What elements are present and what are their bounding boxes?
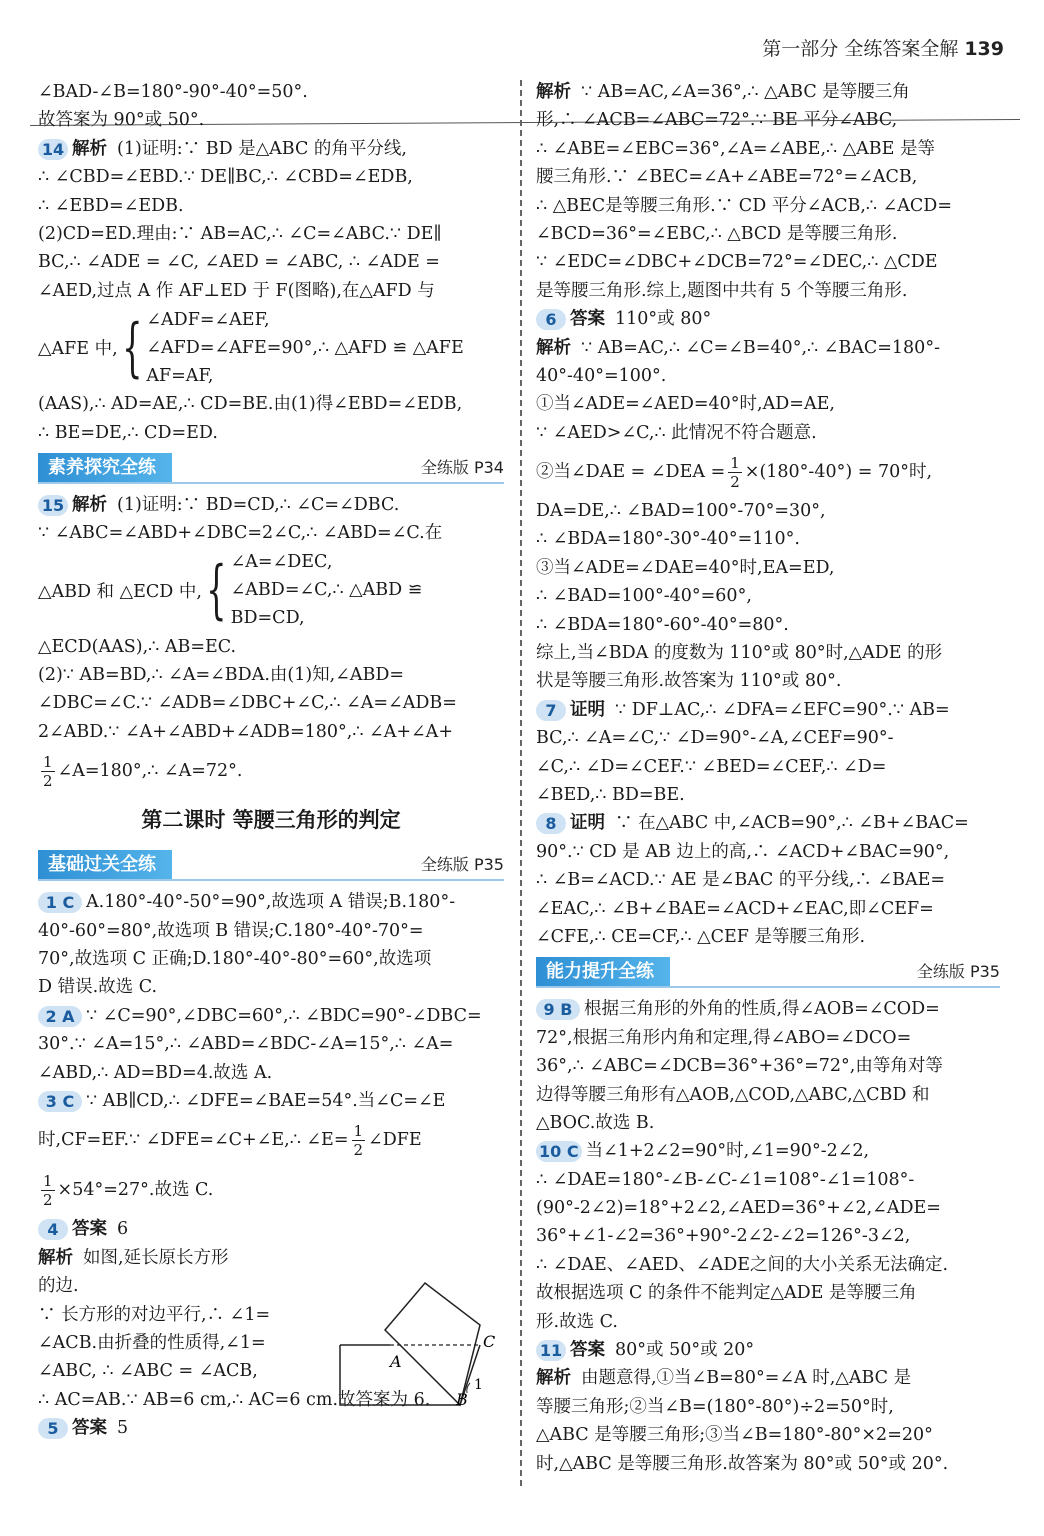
text-span: ∠DFE [368, 1130, 422, 1151]
fraction [41, 753, 55, 790]
text-line: ∠CFE,∴ CE=CF,∴ △CEF 是等腰三角形. [536, 926, 866, 947]
question-number: 7 [536, 700, 566, 721]
text-line: ∠C,∴ ∠D=∠CEF.∵ ∠BED=∠CEF,∴ ∠D= [536, 756, 887, 777]
text-span: 如图,延长原长方形 [83, 1247, 229, 1268]
numerator: 1 [43, 753, 53, 772]
text-span: 时,CF=EF.∵ ∠DFE=∠C+∠E,∴ ∠E= [38, 1130, 349, 1151]
banner-title: 能力提升全练 [536, 957, 670, 987]
text-line: ∴ ∠B=∠ACD.∵ AE 是∠BAC 的平分线,∴ ∠BAE= [536, 870, 946, 891]
analysis-label: 解析 [536, 1368, 571, 1389]
text-line: ∴ ∠DAE、∠AED、∠ADE之间的大小关系无法确定. [536, 1254, 949, 1275]
text-line: ∴ ∠EBD=∠EDB. [38, 195, 184, 216]
equation-system [38, 305, 504, 390]
answer-value: 80°或 50°或 20° [615, 1340, 755, 1361]
text-line: 30°.∵ ∠A=15°,∴ ∠ABD=∠BDC-∠A=15°,∴ ∠A= [38, 1034, 454, 1055]
lesson-title: 第二课时 等腰三角形的判定 [141, 808, 401, 833]
text-line: (1)证明:∵ BD 是△ABC 的角平分线, [117, 138, 407, 159]
text-span: ×(180°-40°) = 70°时, [744, 462, 933, 483]
text-line: ∴ △BEC是等腰三角形.∵ CD 平分∠ACB,∴ ∠ACD= [536, 195, 952, 216]
text-line: ∠BCD=36°=∠EBC,∴ △BCD 是等腰三角形. [536, 223, 898, 244]
system-line: ∠ADF=∠AEF, [146, 309, 270, 330]
denominator: 2 [353, 1141, 364, 1160]
left-column [38, 78, 504, 1443]
text-span: ∠A=180°,∴ ∠A=72°. [57, 761, 243, 782]
text-line: ∠DBC=∠C.∵ ∠ADB=∠DBC+∠C,∴ ∠A=∠ADB= [38, 693, 457, 714]
section-banner [536, 955, 1000, 989]
system-line: AF=AF, [146, 365, 214, 386]
question-8 [536, 809, 1000, 837]
section-banner [38, 451, 504, 485]
section-banner [38, 848, 504, 882]
text-line [536, 447, 1000, 497]
system-line: ∠ABD=∠C,∴ △ABD ≌ [230, 580, 423, 601]
text-line: 70°,故选项 C 正确;D.180°-40°-80°=60°,故选项 [38, 949, 432, 970]
banner-rule [536, 986, 1000, 988]
text-line: ③当∠ADE=∠DAE=40°时,EA=ED, [536, 557, 835, 578]
text-line: ∴ AC=AB.∵ AB=6 cm,∴ AC=6 cm.故答案为 6. [38, 1389, 431, 1410]
text-line: ∠AED,过点 A 作 AF⊥ED 于 F(图略),在△AFD 与 [38, 280, 435, 301]
numerator: 1 [43, 1172, 53, 1191]
equation-system [38, 548, 504, 633]
analysis-label: 解析 [38, 1247, 73, 1268]
answer-label: 答案 [72, 1418, 107, 1439]
text-line: 故答案为 90°或 50°. [38, 110, 205, 131]
text-line: ∠ABD,∴ AD=BD=4.故选 A. [38, 1062, 273, 1083]
question-9 [536, 995, 1000, 1023]
text-line: ∵ ∠AED>∠C,∴ 此情况不符合题意. [536, 422, 817, 443]
text-line: BC,∴ ∠ADE = ∠C, ∠AED = ∠ABC, ∴ ∠ADE = [38, 252, 440, 273]
system-lines [231, 548, 423, 632]
question-10 [536, 1137, 1000, 1165]
label-angle-1: 1 [474, 1377, 483, 1393]
text-line [38, 746, 504, 796]
text-line [38, 1165, 504, 1215]
question-number: 4 [38, 1219, 68, 1240]
text-line [536, 334, 1000, 362]
denominator: 2 [43, 772, 53, 791]
text-line [536, 78, 1000, 106]
text-span: ∵ AB=AC,∠A=36°,∴ △ABC 是等腰三角 [581, 82, 910, 102]
question-number: 14 [38, 139, 68, 160]
question-6 [536, 305, 1000, 333]
text-line: 40°-60°=80°,故选项 B 错误;C.180°-40°-70°= [38, 920, 424, 941]
answer-label: 答案 [570, 309, 605, 330]
text-line: ∴ ∠ABE=∠EBC=36°,∠A=∠ABE,∴ △ABE 是等 [536, 138, 936, 159]
text-line: 36°,∴ ∠ABC=∠DCB=36°+36°=72°,由等角对等 [536, 1056, 943, 1077]
text-span: ∵ AB=AC,∴ ∠C=∠B=40°,∴ ∠BAC=180°- [581, 337, 940, 358]
question-number: 9 B [536, 999, 580, 1020]
question-3 [38, 1087, 504, 1115]
text-line: 形.故选 C. [536, 1311, 618, 1332]
numerator: 1 [730, 454, 740, 473]
text-line: ∠EAC,∴ ∠B+∠BAE=∠ACD+∠EAC,即∠CEF= [536, 898, 934, 919]
page-header [762, 34, 1004, 61]
proof-label: 证明 [570, 699, 605, 720]
answer-value: 110°或 80° [615, 309, 712, 330]
text-line: 故根据选项 C 的条件不能判定△ADE 是等腰三角 [536, 1283, 917, 1304]
question-7 [536, 696, 1000, 724]
question-number: 3 C [38, 1091, 82, 1112]
system-prefix: △AFE 中, [38, 339, 118, 360]
question-11 [536, 1336, 1000, 1364]
banner-rule [38, 879, 504, 881]
denominator: 2 [43, 1191, 53, 1210]
analysis-label: 解析 [536, 337, 571, 358]
fraction [41, 1172, 55, 1209]
text-line: D 错误.故选 C. [38, 977, 158, 998]
question-15 [38, 491, 504, 519]
numerator: 1 [353, 1122, 364, 1141]
text-line: △BOC.故选 B. [536, 1112, 655, 1133]
text-line: 是等腰三角形.综上,题图中共有 5 个等腰三角形. [536, 280, 908, 301]
question-14 [38, 135, 504, 163]
question-number: 11 [536, 1340, 566, 1361]
system-lines [146, 306, 463, 390]
text-line: 36°+∠1-∠2=36°+90°-2∠2-∠2=126°-3∠2, [536, 1226, 911, 1247]
text-span: 当∠1+2∠2=90°时,∠1=90°-2∠2, [585, 1141, 870, 1162]
text-span: 根据三角形的外角的性质,得∠AOB=∠COD= [584, 999, 940, 1020]
system-line: ∠AFD=∠AFE=90°,∴ △AFD ≌ △AFE [146, 337, 464, 358]
text-span: ×54°=27°.故选 C. [57, 1180, 214, 1201]
section-title: 第一部分 全练答案全解 [762, 38, 959, 60]
text-line: 形,∴ ∠ACB=∠ABC=72°.∵ BE 平分∠ABC, [536, 110, 898, 131]
text-line: 综上,当∠BDA 的度数为 110°或 80°时,△ADE 的形 [536, 643, 943, 664]
label-c: C [483, 1332, 496, 1351]
question-2 [38, 1002, 504, 1030]
text-line: 状是等腰三角形.故答案为 110°或 80°. [536, 671, 842, 692]
banner-ref: 全练版 P34 [420, 457, 504, 477]
banner-ref: 全练版 P35 [916, 962, 1000, 982]
banner-title: 素养探究全练 [38, 453, 172, 483]
analysis-label: 解析 [536, 82, 571, 102]
banner-rule [38, 482, 504, 484]
text-span: ∵ AB∥CD,∴ ∠DFE=∠BAE=54°.当∠C=∠E [86, 1090, 446, 1111]
system-prefix: △ABD 和 △ECD 中, [38, 581, 202, 602]
right-column [536, 78, 1000, 1478]
text-line: ∠ABC, ∴ ∠ABC = ∠ACB, [38, 1361, 258, 1382]
text-line: ∴ ∠BDA=180°-30°-40°=110°. [536, 529, 800, 550]
text-span: ∵ DF⊥AC,∴ ∠DFA=∠EFC=90°.∵ AB= [615, 699, 950, 720]
text-line: ∵ ∠ABC=∠ABD+∠DBC=2∠C,∴ ∠ABD=∠C.在 [38, 523, 443, 544]
question-number: 10 C [536, 1141, 582, 1162]
column-divider [520, 80, 522, 1486]
denominator: 2 [730, 473, 740, 492]
question-number: 1 C [38, 892, 82, 913]
text-line: △ECD(AAS),∴ AB=EC. [38, 636, 237, 657]
text-line: (2)∵ AB=BD,∴ ∠A=∠BDA.由(1)知,∠ABD= [38, 665, 405, 686]
analysis-label: 解析 [72, 138, 107, 159]
text-line: 边得等腰三角形有△AOB,△COD,△ABC,△CBD 和 [536, 1084, 930, 1105]
text-span: ②当∠DAE = ∠DEA = [536, 462, 726, 483]
text-line: 72°,根据三角形内角和定理,得∠ABO=∠DCO= [536, 1027, 912, 1048]
text-line: ∵ 长方形的对边平行,∴ ∠1= [38, 1304, 271, 1325]
text-line: ∴ ∠CBD=∠EBD.∵ DE∥BC,∴ ∠CBD=∠EDB, [38, 167, 413, 188]
question-4 [38, 1215, 504, 1243]
brace-icon: { [206, 553, 227, 628]
brace-icon: { [121, 310, 143, 385]
text-line: 2∠ABD.∵ ∠A+∠ABD+∠ADB=180°,∴ ∠A+∠A+ [38, 721, 453, 742]
text-line [38, 1244, 504, 1272]
text-line: ∴ BE=DE,∴ CD=ED. [38, 422, 218, 443]
page-number: 139 [964, 38, 1004, 60]
question-1 [38, 888, 504, 916]
text-line: (1)证明:∵ BD=CD,∴ ∠C=∠DBC. [117, 494, 400, 515]
answer-label: 答案 [570, 1340, 605, 1361]
folded-rectangle-figure [330, 1275, 510, 1410]
text-line: △ABC 是等腰三角形;③当∠B=180°-80°×2=20° [536, 1425, 933, 1446]
answer-label: 答案 [72, 1219, 107, 1240]
text-line: ∠BAD-∠B=180°-90°-40°=50°. [38, 82, 308, 102]
text-line [38, 1115, 504, 1165]
proof-label: 证明 [570, 813, 605, 834]
answer-value: 6 [117, 1219, 129, 1240]
text-line [536, 1364, 1000, 1392]
text-line: ∵ ∠EDC=∠DBC+∠DCB=72°=∠DEC,∴ △CDE [536, 252, 938, 273]
text-line: ∴ ∠DAE=180°-∠B-∠C-∠1=108°-∠1=108°- [536, 1169, 915, 1190]
question-number: 5 [38, 1418, 68, 1439]
text-line: 的边. [38, 1276, 79, 1297]
text-line: 90°.∵ CD 是 AB 边上的高,∴ ∠ACD+∠BAC=90°, [536, 841, 950, 862]
text-line: 40°-40°=100°. [536, 365, 667, 386]
text-line: ①当∠ADE=∠AED=40°时,AD=AE, [536, 394, 835, 415]
text-line: (2)CD=ED.理由:∵ AB=AC,∴ ∠C=∠ABC.∵ DE∥ [38, 223, 442, 244]
analysis-label: 解析 [72, 494, 107, 515]
text-span: A.180°-40°-50°=90°,故选项 A 错误;B.180°- [86, 892, 456, 913]
banner-title: 基础过关全练 [38, 850, 172, 880]
text-line: ∠ACB.由折叠的性质得,∠1= [38, 1332, 266, 1353]
fraction [728, 454, 742, 491]
label-b: B [456, 1390, 468, 1409]
system-line: BD=CD, [230, 608, 305, 629]
question-number: 8 [536, 813, 566, 834]
text-line: (AAS),∴ AD=AE,∴ CD=BE.由(1)得∠EBD=∠EDB, [38, 394, 463, 415]
banner-ref: 全练版 P35 [420, 855, 504, 875]
text-line: 等腰三角形;②当∠B=(180°-80°)÷2=50°时, [536, 1396, 894, 1417]
fraction [352, 1122, 366, 1159]
question-number: 15 [38, 495, 68, 516]
question-number: 6 [536, 309, 566, 330]
text-line: ∠BED,∴ BD=BE. [536, 784, 685, 805]
text-line: (90°-2∠2)=18°+2∠2,∠AED=36°+∠2,∠ADE= [536, 1198, 941, 1219]
text-span: ∵ ∠C=90°,∠DBC=60°,∴ ∠BDC=90°-∠DBC= [86, 1005, 482, 1026]
text-line: 腰三角形.∵ ∠BEC=∠A+∠ABE=72°=∠ACB, [536, 167, 918, 188]
text-line: ∴ ∠BAD=100°-40°=60°, [536, 586, 752, 607]
text-line: ∴ ∠BDA=180°-60°-40°=80°. [536, 614, 789, 635]
answer-value: 5 [117, 1418, 129, 1439]
text-span: ∵ 在△ABC 中,∠ACB=90°,∴ ∠B+∠BAC= [615, 813, 969, 834]
system-line: ∠A=∠DEC, [230, 552, 333, 573]
text-line: 时,△ABC 是等腰三角形.故答案为 80°或 50°或 20°. [536, 1453, 949, 1474]
question-5 [38, 1414, 504, 1442]
text-line: DA=DE,∴ ∠BAD=100°-70°=30°, [536, 501, 826, 522]
label-a: A [390, 1352, 402, 1371]
text-line: BC,∴ ∠A=∠C,∵ ∠D=90°-∠A,∠CEF=90°- [536, 728, 894, 749]
text-span: 由题意得,①当∠B=80°=∠A 时,△ABC 是 [581, 1368, 912, 1389]
question-number: 2 A [38, 1006, 82, 1027]
